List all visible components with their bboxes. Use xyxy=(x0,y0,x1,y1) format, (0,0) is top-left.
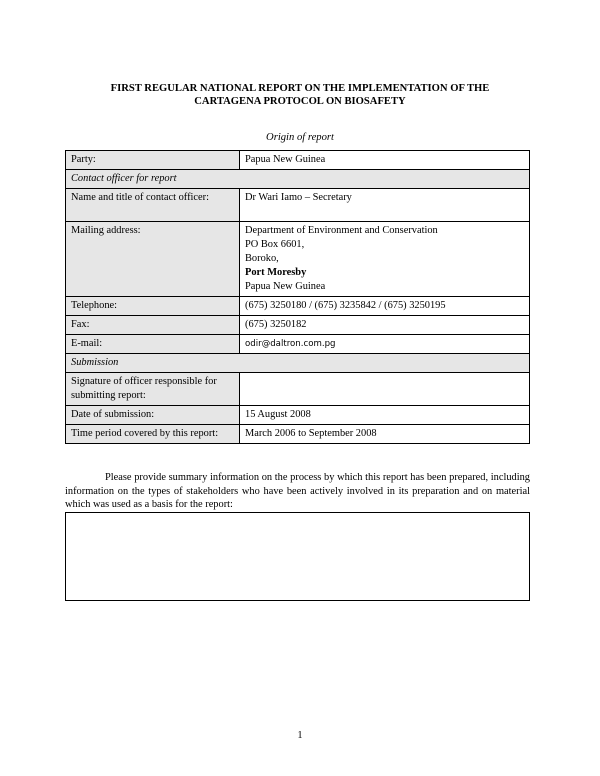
contact-section-row xyxy=(66,170,530,189)
mailing-line-1: Department of Environment and Conservation xyxy=(245,225,438,236)
telephone-row xyxy=(66,297,530,316)
party-value: Papua New Guinea xyxy=(240,151,530,170)
contact-name-label: Name and title of contact officer: xyxy=(66,189,240,222)
report-title-line-1: FIRST REGULAR NATIONAL REPORT ON THE IMPLEMENTATION OF THE xyxy=(110,83,490,94)
mailing-value xyxy=(240,222,530,297)
mailing-label: Mailing address: xyxy=(66,222,240,297)
email-label: E-mail: xyxy=(66,335,240,354)
page-number: 1 xyxy=(297,730,303,741)
signature-label: Signature of officer responsible for submitting report: xyxy=(66,373,240,406)
submission-section-heading: Submission xyxy=(66,354,530,373)
telephone-value: (675) 3250180 / (675) 3235842 / (675) 3250195 xyxy=(240,297,530,316)
summary-answer-box[interactable] xyxy=(65,512,530,601)
fax-label: Fax: xyxy=(66,316,240,335)
party-row xyxy=(66,151,530,170)
contact-name-value: Dr Wari Iamo – Secretary xyxy=(240,189,530,222)
section-subtitle: Origin of report xyxy=(266,132,334,143)
mailing-row xyxy=(66,222,530,297)
mailing-line-2: PO Box 6601, xyxy=(245,239,305,250)
instruction-paragraph: Please provide summary information on the process by which this report has been prepared, including information on the types of stakeholders who have been actively involved in its preparation and on material which was used as a basis for the report: xyxy=(65,472,530,510)
email-value: odir@daltron.com.pg xyxy=(245,339,336,349)
origin-of-report-table xyxy=(65,150,530,444)
period-row xyxy=(66,425,530,444)
contact-name-row xyxy=(66,189,530,222)
submission-section-row xyxy=(66,354,530,373)
signature-value xyxy=(240,373,530,406)
party-label: Party: xyxy=(66,151,240,170)
contact-section-heading: Contact officer for report xyxy=(66,170,530,189)
date-value: 15 August 2008 xyxy=(240,406,530,425)
signature-row xyxy=(66,373,530,406)
mailing-line-3: Boroko, xyxy=(245,253,279,264)
period-value: March 2006 to September 2008 xyxy=(240,425,530,444)
report-title xyxy=(65,82,535,108)
fax-row xyxy=(66,316,530,335)
email-row xyxy=(66,335,530,354)
mailing-line-5: Papua New Guinea xyxy=(245,281,326,292)
report-title-line-2: CARTAGENA PROTOCOL ON BIOSAFETY xyxy=(194,96,406,107)
period-label: Time period covered by this report: xyxy=(66,425,240,444)
date-row xyxy=(66,406,530,425)
telephone-label: Telephone: xyxy=(66,297,240,316)
mailing-line-4: Port Moresby xyxy=(245,267,307,278)
date-label: Date of submission: xyxy=(66,406,240,425)
fax-value: (675) 3250182 xyxy=(240,316,530,335)
